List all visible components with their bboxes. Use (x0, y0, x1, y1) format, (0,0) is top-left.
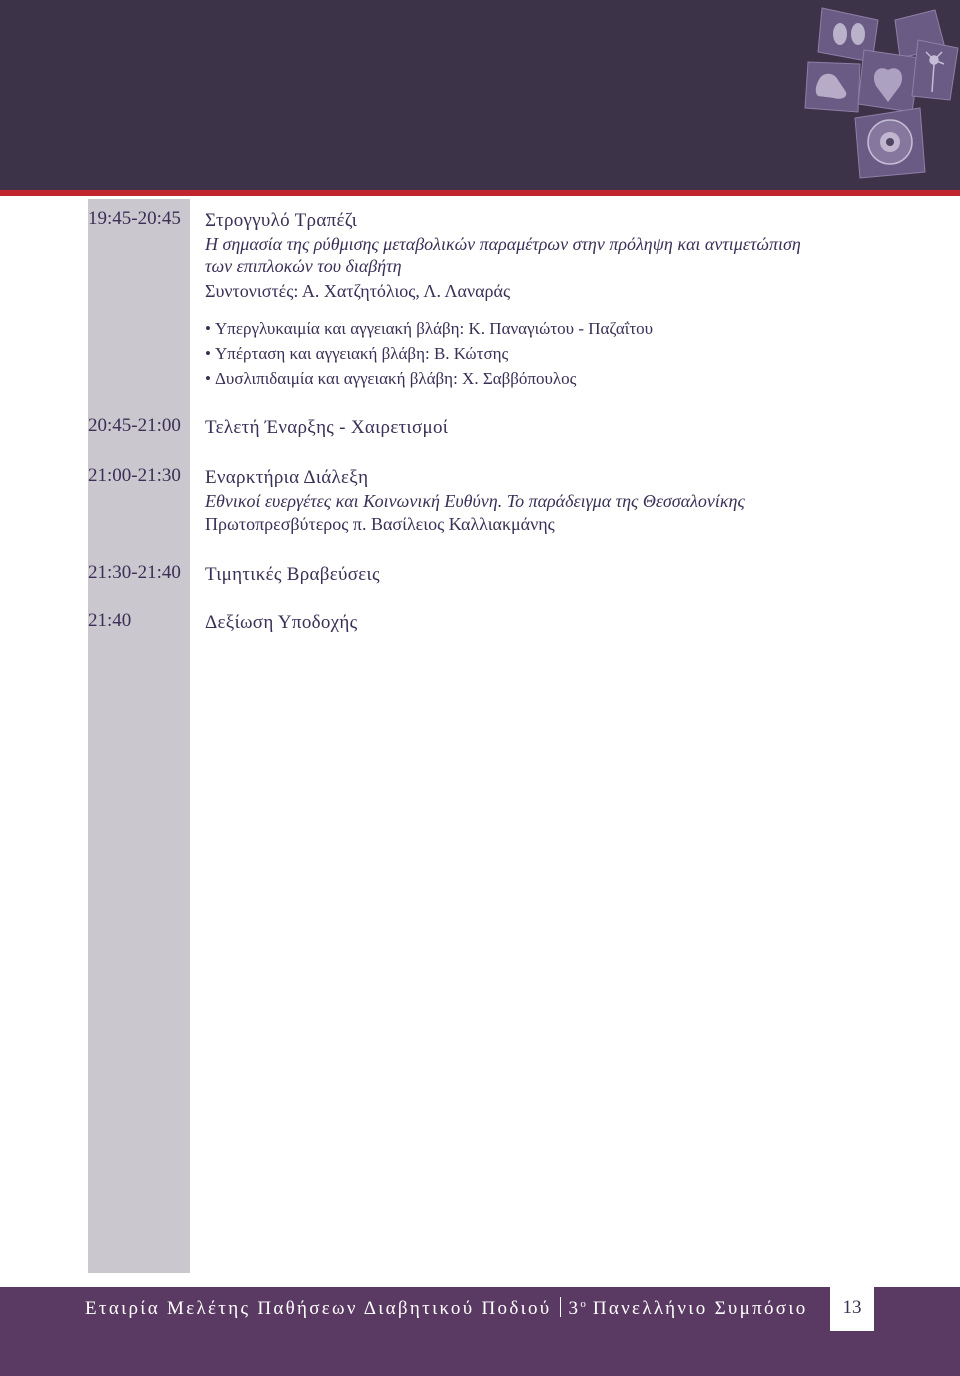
session-title: Εναρκτήρια Διάλεξη (205, 467, 369, 488)
time-slot: 21:30-21:40 (88, 562, 181, 583)
coordinators: Συντονιστές: Α. Χατζητόλιος, Λ. Λαναράς (205, 281, 511, 301)
session-subtitle: Εθνικοί ευεργέτες και Κοινωνική Ευθύνη. Το παράδειγμα της Θεσσαλονίκης (205, 491, 745, 511)
time-slot: 21:40 (88, 610, 132, 631)
edition-suffix: ο (580, 1298, 586, 1310)
talk-item: • Υπεργλυκαιμία και αγγειακή βλάβη: Κ. Παναγιώτου - Παζαΐτου (205, 316, 845, 341)
session-title: Δεξίωση Υποδοχής (205, 612, 358, 633)
session-title: Τελετή Έναρξης - Χαιρετισμοί (205, 417, 449, 438)
bullet-icon: • (205, 369, 211, 388)
session-title: Στρογγυλό Τραπέζι (205, 210, 358, 231)
talk-item: • Δυσλιπιδαιμία και αγγειακή βλάβη: Χ. Σαββόπουλος (205, 366, 845, 391)
speaker: Πρωτοπρεσβύτερος π. Βασίλειος Καλλιακμάνης (205, 514, 555, 534)
eye-icon (868, 120, 912, 164)
time-slot: 19:45-20:45 (88, 208, 181, 229)
bullet-icon: • (205, 319, 211, 338)
time-slot: 20:45-21:00 (88, 415, 181, 436)
session-subtitle-line-1: Η σημασία της ρύθμισης μεταβολικών παραμέτρων στην πρόληψη και αντιμετώπιση (205, 234, 801, 254)
time-slot: 21:00-21:30 (88, 465, 181, 486)
session-subtitle-line-2: των επιπλοκών του διαβήτη (205, 256, 402, 276)
talk-list (205, 316, 845, 391)
medical-collage-logo (800, 0, 960, 190)
page-number: 13 (842, 1297, 862, 1318)
bullet-icon: • (205, 344, 211, 363)
footer-caption (85, 1297, 808, 1320)
session-title: Τιμητικές Βραβεύσεις (205, 564, 380, 585)
symposium-name: Πανελλήνιο Συμπόσιο (592, 1298, 808, 1319)
society-name: Εταιρία Μελέτης Παθήσεων Διαβητικού Ποδιού (85, 1298, 552, 1319)
footer-divider (560, 1297, 561, 1317)
edition-number: 3 (568, 1298, 581, 1319)
talk-item: • Υπέρταση και αγγειακή βλάβη: Β. Κώτσης (205, 341, 845, 366)
time-column (88, 199, 190, 1273)
